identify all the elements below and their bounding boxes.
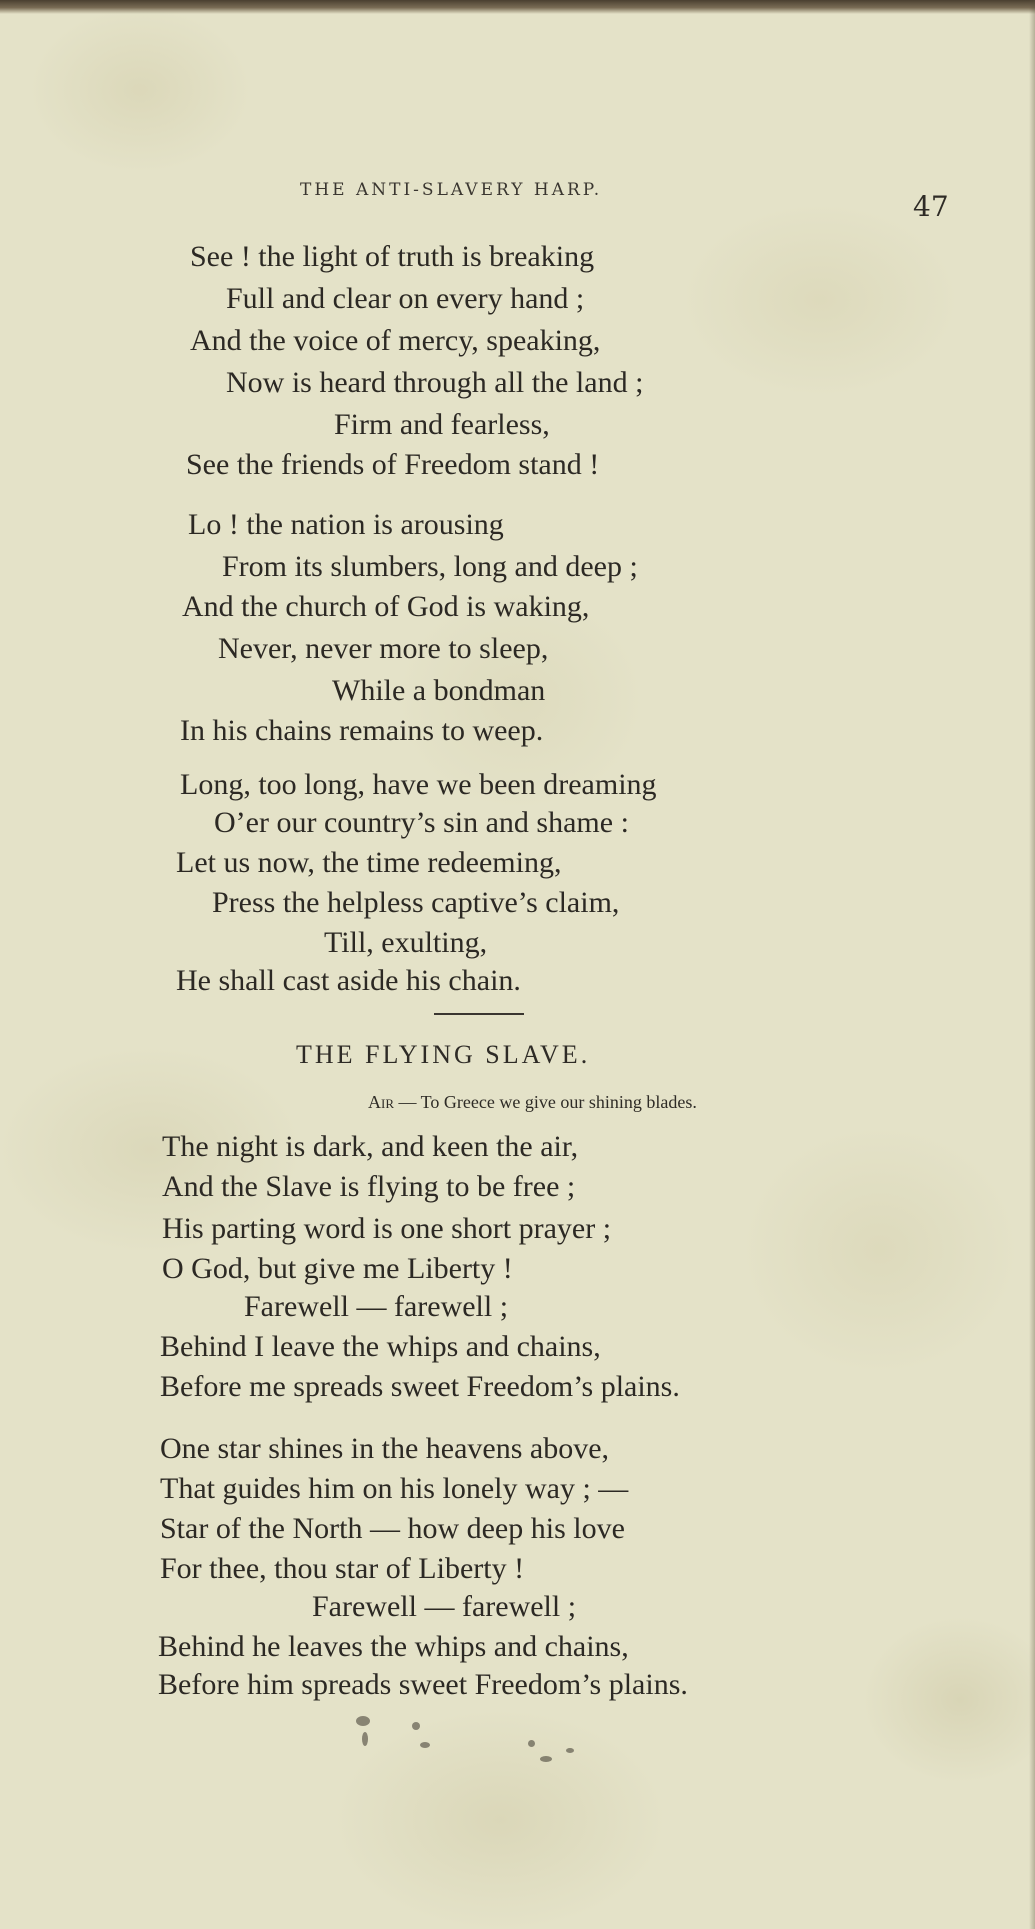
ink-smudge	[566, 1748, 574, 1753]
poem-line: Behind I leave the whips and chains,	[160, 1330, 601, 1363]
poem-line: Behind he leaves the whips and chains,	[158, 1630, 629, 1663]
page-right-edge	[1029, 0, 1035, 1929]
poem-line: Now is heard through all the land ;	[226, 366, 644, 399]
air-label: Air	[368, 1092, 394, 1112]
ink-smudge	[540, 1756, 552, 1762]
poem-line: And the Slave is flying to be free ;	[162, 1170, 576, 1203]
poem-line: Before him spreads sweet Freedom’s plains.	[158, 1668, 688, 1701]
poem-line: One star shines in the heavens above,	[160, 1432, 610, 1465]
poem-line: He shall cast aside his chain.	[176, 964, 521, 997]
poem-line: For thee, thou star of Liberty !	[160, 1552, 525, 1585]
poem-line: See the friends of Freedom stand !	[186, 448, 600, 481]
poem-line: Full and clear on every hand ;	[226, 282, 585, 315]
page-number: 47	[913, 190, 949, 223]
ink-smudge	[528, 1740, 535, 1747]
poem-line: Press the helpless captive’s claim,	[212, 886, 620, 919]
poem-line: And the voice of mercy, speaking,	[190, 324, 601, 357]
ink-smudge	[420, 1742, 430, 1748]
poem-line: From its slumbers, long and deep ;	[222, 550, 638, 583]
poem-line: O’er our country’s sin and shame :	[214, 806, 629, 839]
poem-line: O God, but give me Liberty !	[162, 1252, 513, 1285]
ink-smudge	[362, 1732, 368, 1746]
poem-line: Long, too long, have we been dreaming	[180, 768, 657, 801]
poem-line: His parting word is one short prayer ;	[162, 1212, 612, 1245]
poem-line: Firm and fearless,	[334, 408, 550, 441]
page-top-edge	[0, 0, 1035, 14]
poem-line: See ! the light of truth is breaking	[190, 240, 595, 273]
poem-line: Let us now, the time redeeming,	[176, 846, 562, 879]
poem-line: Farewell — farewell ;	[312, 1590, 577, 1623]
section-divider	[434, 1013, 524, 1015]
poem-line: Star of the North — how deep his love	[160, 1512, 625, 1545]
poem-line: And the church of God is waking,	[182, 590, 590, 623]
poem-line: While a bondman	[332, 674, 546, 707]
poem-line: Till, exulting,	[324, 926, 488, 959]
poem-line: That guides him on his lonely way ; —	[160, 1472, 629, 1505]
poem-line: Lo ! the nation is arousing	[188, 508, 504, 541]
poem-line: Farewell — farewell ;	[244, 1290, 509, 1323]
ink-smudge	[356, 1716, 370, 1726]
poem-line: Never, never more to sleep,	[218, 632, 549, 665]
poem-line: Before me spreads sweet Freedom’s plains.	[160, 1370, 680, 1403]
running-head: THE ANTI-SLAVERY HARP.	[300, 180, 603, 200]
poem-line: In his chains remains to weep.	[180, 714, 544, 747]
poem-title: THE FLYING SLAVE.	[296, 1040, 591, 1069]
air-tune: — To Greece we give our shining blades.	[394, 1092, 697, 1112]
poem-line: The night is dark, and keen the air,	[162, 1130, 579, 1163]
ink-smudge	[412, 1722, 420, 1730]
air-line	[368, 1092, 697, 1113]
